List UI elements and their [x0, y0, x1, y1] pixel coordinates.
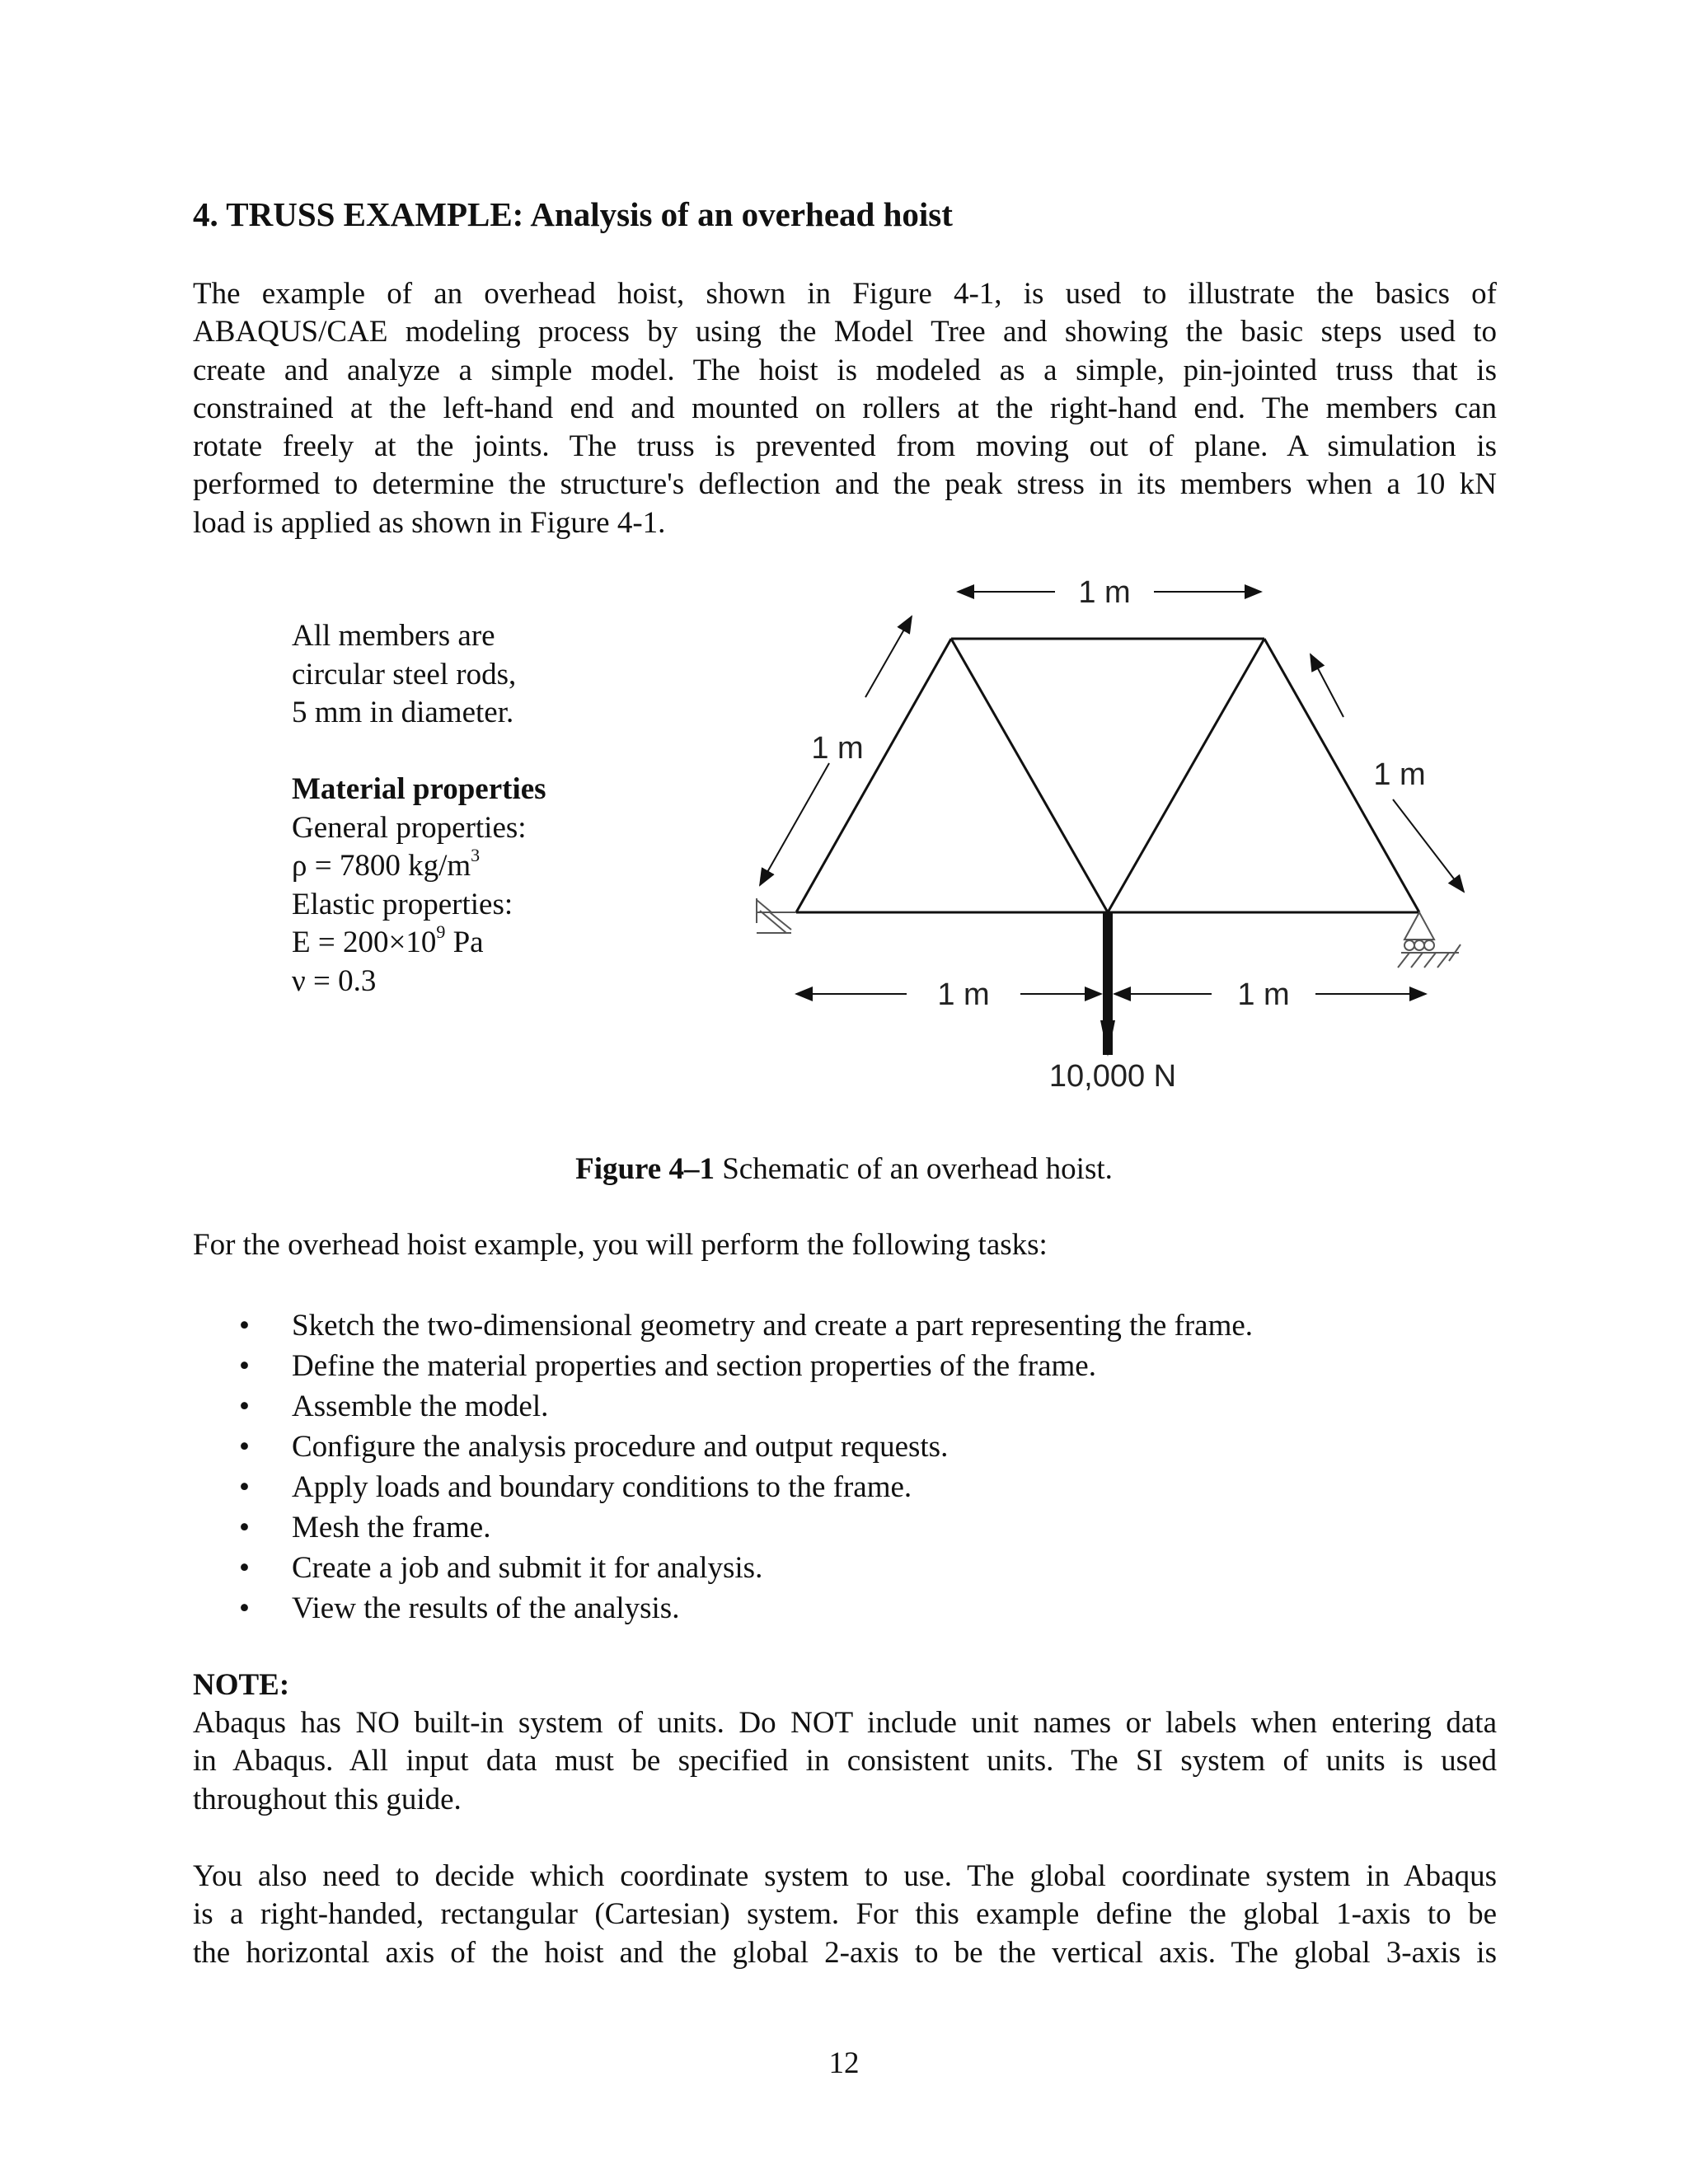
modulus-exponent: 9 — [436, 921, 446, 942]
paragraph-line: The example of an overhead hoist, shown in Figure 4-1, is used to illustrate the basics of — [193, 277, 1497, 311]
truss-figure — [742, 560, 1484, 1104]
density-value — [292, 844, 621, 886]
general-properties-label: General properties: — [292, 810, 527, 845]
paragraph-line: the horizontal axis of the hoist and the global 2-axis to be the vertical axis. The global 3-axis is — [193, 1935, 1497, 1970]
modulus-value — [292, 921, 621, 963]
note-paragraph — [193, 1704, 1497, 1819]
list-item: • Define the material properties and section properties of the frame. — [193, 1346, 1253, 1386]
paragraph-line: ABAQUS/CAE modeling process by using the Model Tree and showing the basic steps used to — [193, 315, 1497, 349]
list-item: • Assemble the model. — [193, 1386, 1253, 1427]
caption-label: Figure 4–1 — [575, 1152, 715, 1186]
modulus-text: E = 200×10 — [292, 926, 437, 959]
list-item: • Mesh the frame. — [193, 1507, 1253, 1548]
material-heading: Material properties — [292, 772, 546, 806]
inner-left-diagonal — [951, 639, 1108, 912]
paragraph-line: rotate freely at the joints. The truss is prevented from moving out of plane. A simulation is — [193, 429, 1497, 464]
paragraph-line: constrained at the left-hand end and mounted on rollers at the right-hand end. The members can — [193, 391, 1497, 425]
truss-members — [796, 639, 1419, 912]
paragraph-line: Abaqus has NO built-in system of units. Do NOT include unit names or labels when entering data — [193, 1706, 1497, 1740]
members-line: All members are — [292, 619, 495, 653]
left-diagonal — [796, 639, 951, 912]
load-label: 10,000 N — [1048, 1059, 1177, 1094]
paragraph-line: is a right-handed, rectangular (Cartesian) system. For this example define the global 1-axis to be — [193, 1897, 1497, 1932]
note-heading: NOTE: — [193, 1668, 290, 1702]
roller-support-symbol — [1398, 912, 1461, 968]
tasks-intro: For the overhead hoist example, you will perform the following tasks: — [193, 1228, 1048, 1262]
left-dimension-label: 1 m — [811, 731, 864, 766]
left-dim-arrow-down — [760, 763, 829, 885]
paragraph-line: create and analyze a simple model. The hoist is modeled as a simple, pin-jointed truss that is — [193, 353, 1497, 387]
page-number: 12 — [828, 2046, 860, 2080]
modulus-unit: Pa — [445, 926, 484, 959]
paragraph-line: in Abaqus. All input data must be specified in consistent units. The SI system of units is used — [193, 1744, 1497, 1779]
list-item: • Sketch the two-dimensional geometry and create a part representing the frame. — [193, 1305, 1253, 1346]
left-dim-arrow-up — [865, 616, 912, 697]
elastic-properties-label: Elastic properties: — [292, 887, 513, 921]
section-heading: 4. TRUSS EXAMPLE: Analysis of an overhead hoist — [193, 195, 953, 233]
list-item: • Create a job and submit it for analysis. — [193, 1548, 1253, 1588]
list-item: • Configure the analysis procedure and output requests. — [193, 1427, 1253, 1467]
paragraph-line: performed to determine the structure's deflection and the peak stress in its members when a 10 kN — [193, 467, 1497, 502]
right-dim-arrow-up — [1311, 654, 1343, 717]
pin-support-symbol — [757, 898, 796, 933]
members-line: circular steel rods, — [292, 657, 517, 691]
members-line: 5 mm in diameter. — [292, 696, 514, 729]
material-sidebox — [292, 617, 621, 1001]
spacer — [292, 733, 621, 771]
paragraph-line: You also need to decide which coordinate system to use. The global coordinate system in Abaqus — [193, 1859, 1497, 1893]
density-text: ρ = 7800 kg/m — [292, 849, 471, 883]
figure-caption — [0, 1151, 1688, 1188]
task-list — [193, 1305, 1253, 1629]
density-exponent: 3 — [471, 844, 481, 865]
list-item: • Apply loads and boundary conditions to the frame. — [193, 1467, 1253, 1507]
caption-text: Schematic of an overhead hoist. — [714, 1152, 1113, 1186]
bottom-left-dimension-label: 1 m — [937, 977, 990, 1012]
poisson-ratio: ν = 0.3 — [292, 963, 377, 998]
list-item: • View the results of the analysis. — [193, 1588, 1253, 1629]
intro-paragraph — [193, 275, 1497, 542]
bottom-right-dimension-label: 1 m — [1237, 977, 1290, 1012]
top-dimension-label: 1 m — [1078, 575, 1131, 610]
paragraph-line: throughout this guide. — [193, 1782, 462, 1816]
paragraph-line: load is applied as shown in Figure 4-1. — [193, 505, 666, 540]
inner-right-diagonal — [1108, 639, 1264, 912]
coordinate-paragraph — [193, 1858, 1497, 1972]
right-dim-arrow-down — [1393, 799, 1464, 892]
right-dimension-label: 1 m — [1373, 757, 1426, 792]
